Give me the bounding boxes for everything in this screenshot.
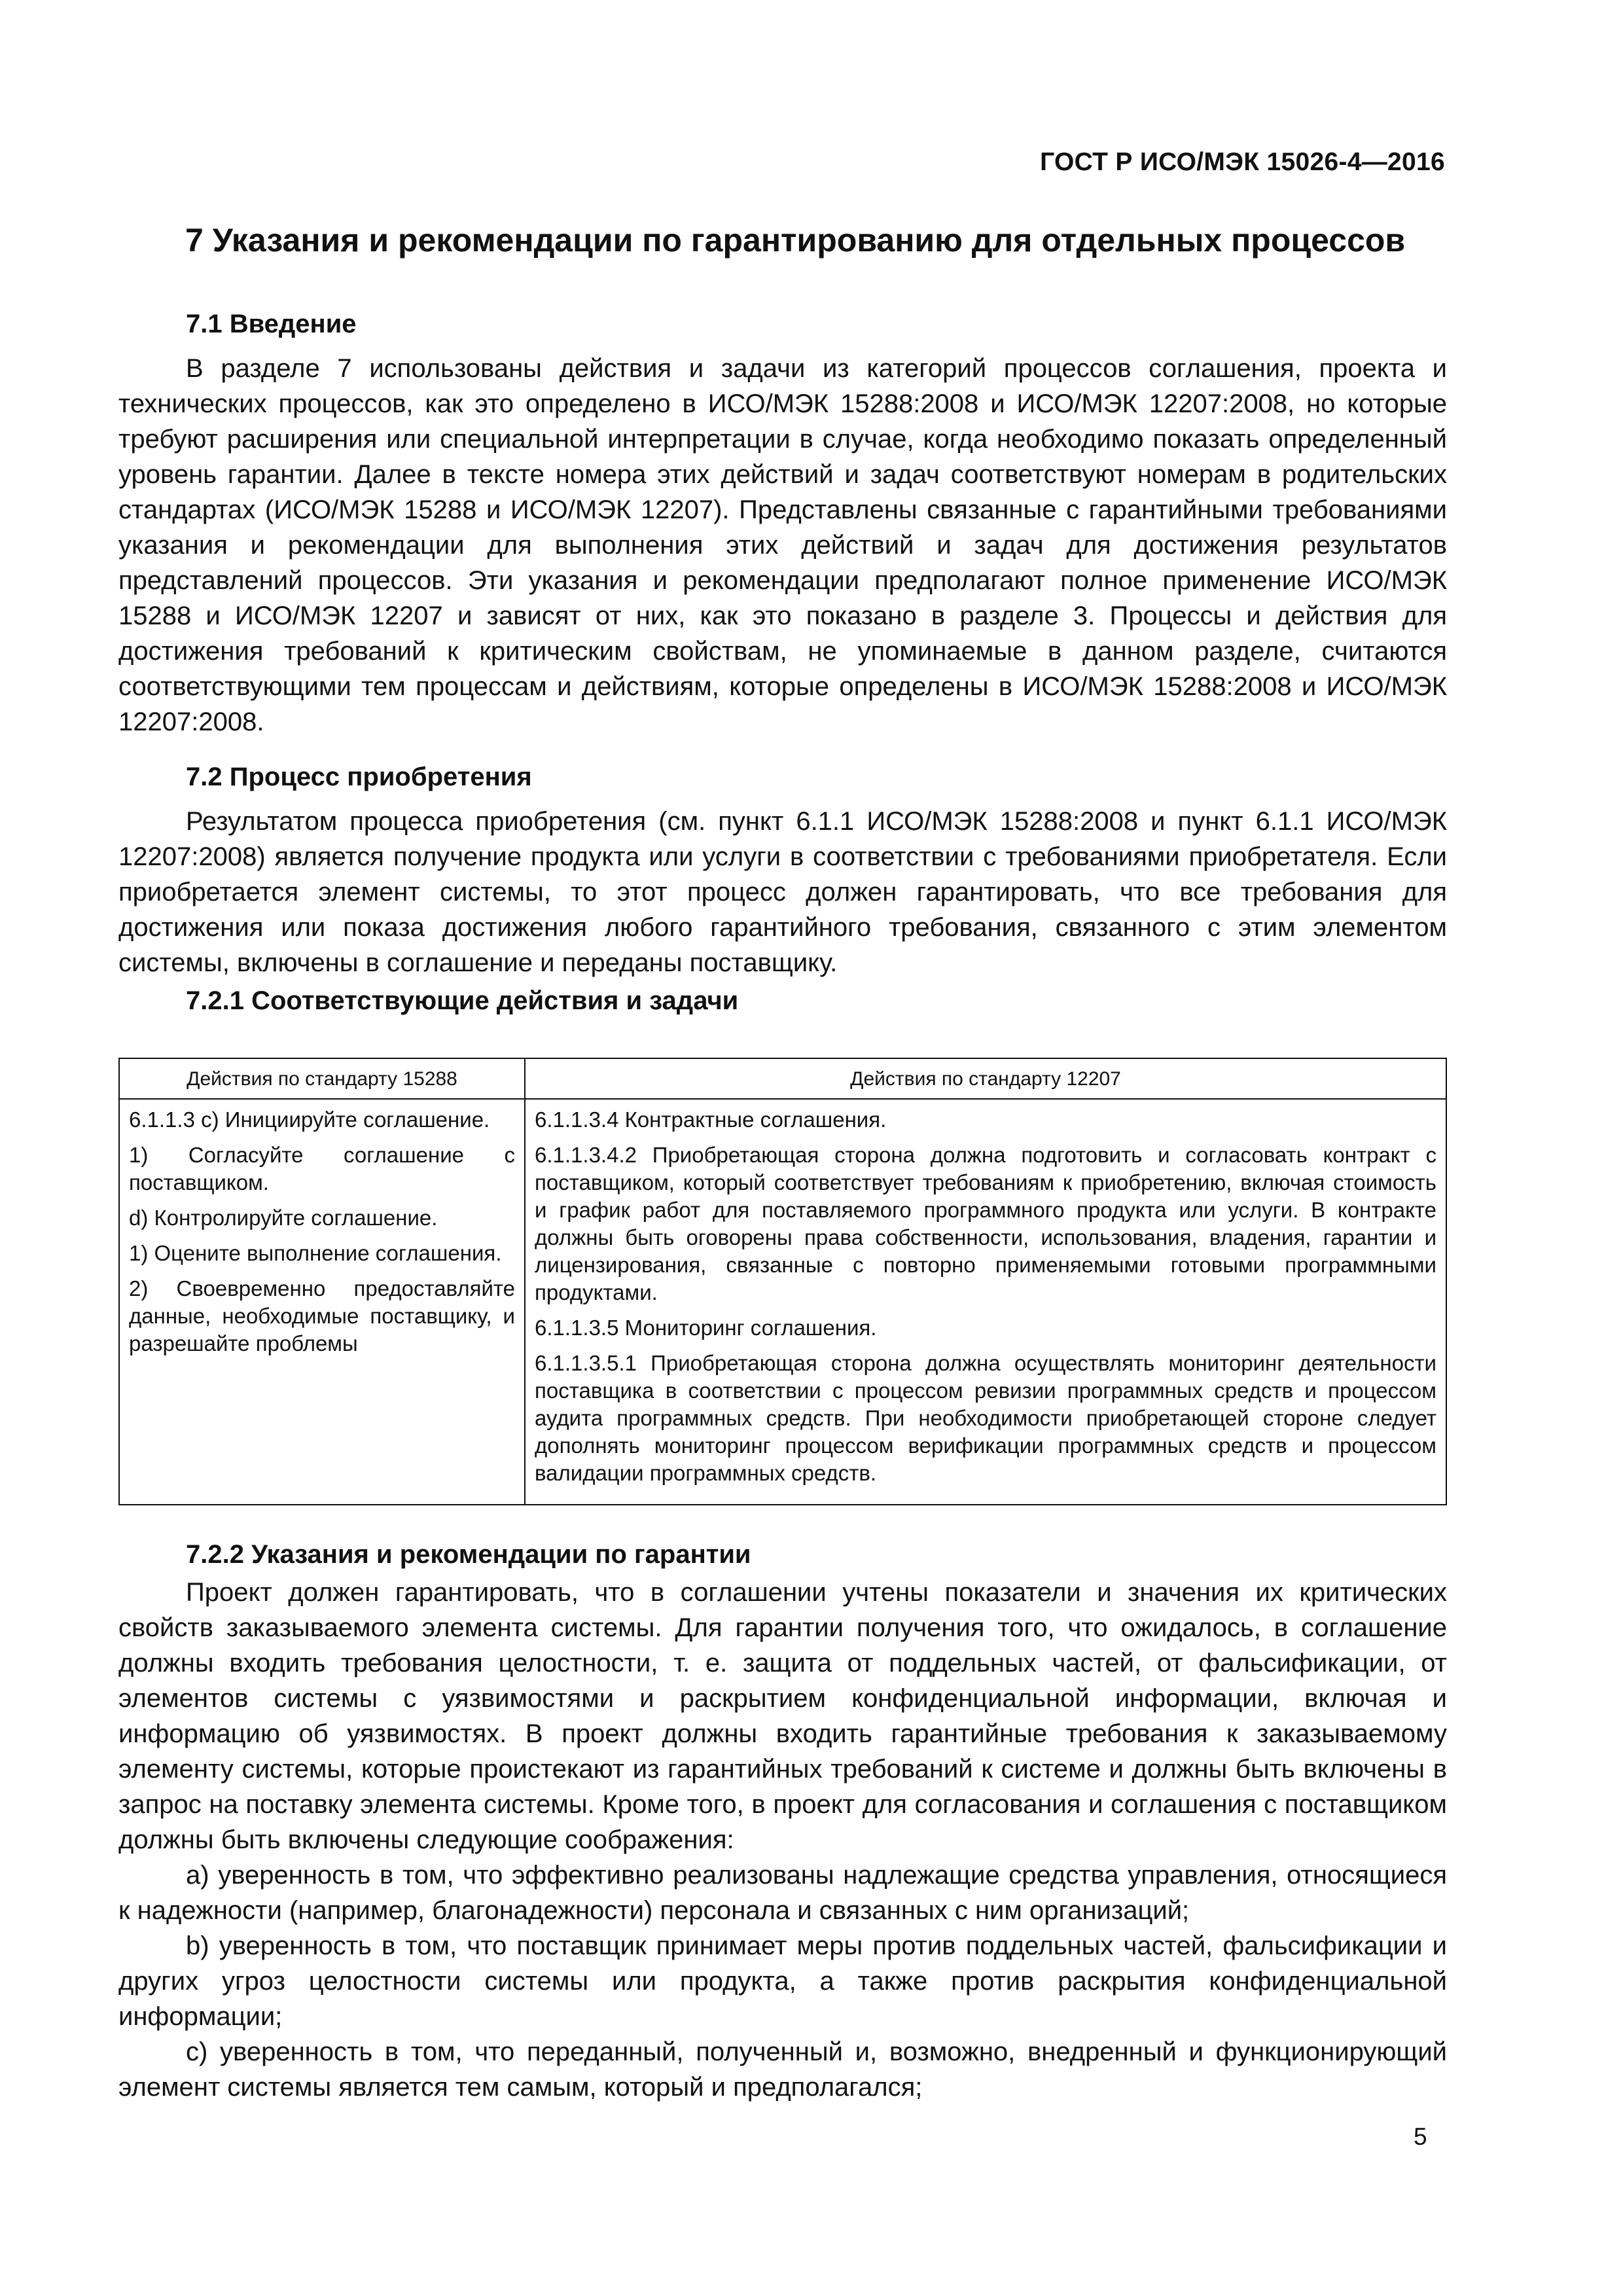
paragraph-7-2: Результатом процесса приобретения (см. пункт 6.1.1 ИСО/МЭК 15288:2008 и пункт 6.1.1 ИСО/МЭК 12207:2008) является получение продукта или услуги в соответствии с требованиями приобретателя. Если приобретается элемент системы, то этот процесс должен гарантировать, что все требования для достижения или показа достижения любого гарантийного требования, связанного с этим элементом системы, включены в соглашение и переданы поставщику. [118,807,1447,977]
list-item-a: a) уверенность в том, что эффективно реализованы надлежащие средства управления, относящиеся к надежности (например, благонадежности) персонала и связанных с ним организаций; [118,1861,1447,1925]
table-row [119,1099,1446,1505]
table-header-12207: Действия по стандарту 12207 [525,1058,1446,1099]
list-item: 2) Своевременно предоставляйте данные, необходимые поставщику, и разрешайте проблемы [129,1276,515,1355]
main-content [118,306,1447,2105]
table-cell-15288 [119,1099,525,1505]
list-item: d) Контролируйте соглашение. [129,1206,438,1230]
subsection-heading-7-2-2: 7.2.2 Указания и рекомендации по гарантии [186,1540,751,1569]
subsection-heading-7-1: 7.1 Введение [186,310,357,338]
activities-table [118,1058,1447,1505]
list-item: 1) Оцените выполнение соглашения. [129,1241,502,1265]
page-number: 5 [1414,2123,1427,2150]
subsection-heading-7-2: 7.2 Процесс приобретения [186,762,532,791]
section-title: 7 Указания и рекомендации по гарантированию для отдельных процессов [185,222,1406,259]
table-header-row [119,1058,1446,1099]
subsection-heading-7-2-1: 7.2.1 Соответствующие действия и задачи [186,986,739,1015]
list-item: 6.1.1.3.4 Контрактные соглашения. [535,1107,887,1132]
list-item-b: b) уверенность в том, что поставщик принимает меры против поддельных частей, фальсификации и других угроз целостности системы или продукта, а также против раскрытия конфиденциальной информации; [118,1931,1447,2031]
table-cell-12207 [525,1099,1446,1505]
table-header-15288: Действия по стандарту 15288 [119,1058,525,1099]
list-item: 1) Согласуйте соглашение с поставщиком. [129,1143,515,1194]
paragraph-7-1: В разделе 7 использованы действия и задачи из категорий процессов соглашения, проекта и технических процессов, как это определено в ИСО/МЭК 15288:2008 и ИСО/МЭК 12207:2008, но которые требуют расширения или специальной интерпретации в случае, когда необходимо показать определенный уровень гарантии. Далее в тексте номера этих действий и задач соответствуют номерам в родительских стандартах (ИСО/МЭК 15288 и ИСО/МЭК 12207). Представлены связанные с гарантийными требованиями указания и рекомендации для выполнения этих действий и задач для достижения результатов представлений процессов. Эти указания и рекомендации предполагают полное применение ИСО/МЭК 15288 и ИСО/МЭК 12207 и зависят от них, как это показано в разделе 3. Процессы и действия для достижения требований к критическим свойствам, не упоминаемые в данном разделе, считаются соответствующими тем процессам и действиям, которые определены в ИСО/МЭК 15288:2008 и ИСО/МЭК 12207:2008. [118,354,1447,736]
paragraph-7-2-2: Проект должен гарантировать, что в соглашении учтены показатели и значения их критических свойств заказываемого элемента системы. Для гарантии получения того, что ожидалось, в соглашение должны входить требования целостности, т. е. защита от поддельных частей, от фальсификации, от элементов системы с уязвимостями и раскрытием конфиденциальной информации, включая и информацию об уязвимостях. В проект должны входить гарантийные требования к заказываемому элементу системы, которые проистекают из гарантийных требований к системе и должны быть включены в запрос на поставку элемента системы. Кроме того, в проект для согласования и соглашения с поставщиком должны быть включены следующие соображения: [118,1578,1447,1854]
standard-code-header: ГОСТ Р ИСО/МЭК 15026-4—2016 [1040,148,1445,176]
list-item: 6.1.1.3.5.1 Приобретающая сторона должна осуществлять мониторинг деятельности поставщика в соответствии с процессом ревизии программных средств и процессом аудита программных средств. При необходимости приобретающей стороне следует дополнять мониторинг процессом верификации программных средств и процессом валидации программных средств. [535,1351,1436,1485]
list-item: 6.1.1.3.5 Мониторинг соглашения. [535,1316,877,1340]
list-item: 6.1.1.3.4.2 Приобретающая сторона должна подготовить и согласовать контракт с поставщиком, который соответствует требованиям к приобретению, включая стоимость и график работ для поставляемого программного продукта или услуги. В контракте должны быть оговорены права собственности, использования, владения, гарантии и лицензирования, связанные с повторно применяемыми готовыми программными продуктами. [535,1143,1436,1304]
list-item: 6.1.1.3 c) Инициируйте соглашение. [129,1107,490,1132]
list-item-c: c) уверенность в том, что переданный, полученный и, возможно, внедренный и функционирующий элемент системы является тем самым, который и предполагался; [118,2037,1447,2102]
